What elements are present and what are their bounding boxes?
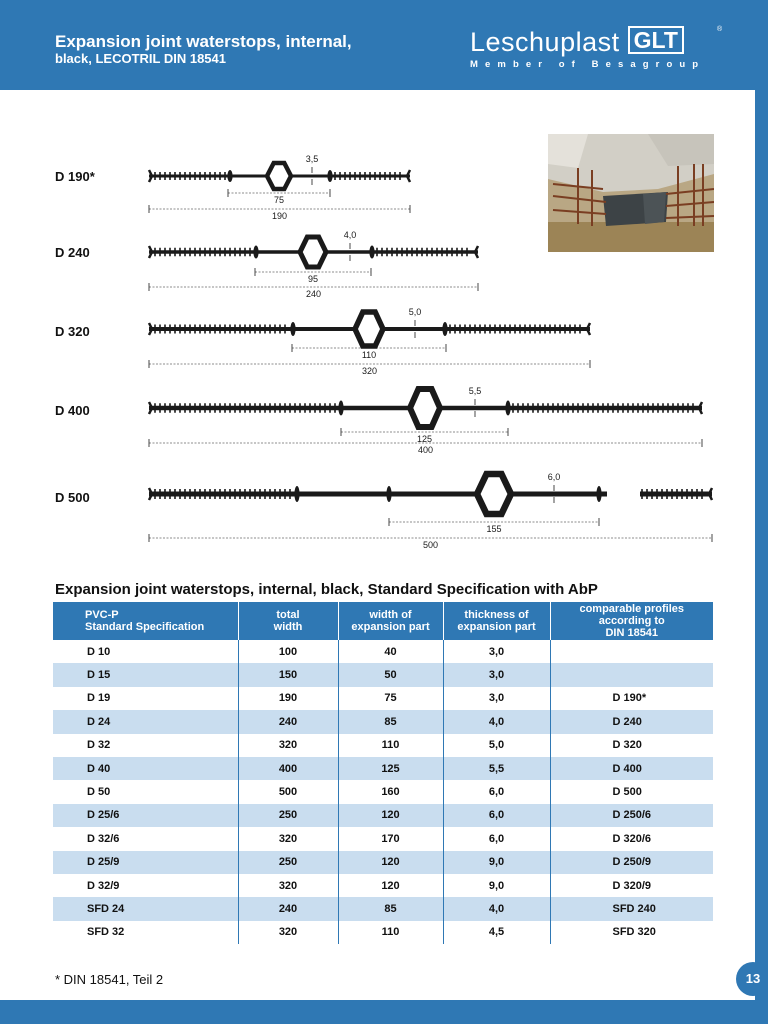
expansion-width-label: 125	[416, 434, 433, 444]
profile-label-d500: D 500	[55, 490, 90, 505]
cell-spec: D 32/9	[87, 879, 120, 892]
cell-spec: D 40	[53, 757, 238, 780]
cell-thickness: 6,0	[443, 780, 550, 803]
cell-thickness: 5,0	[443, 734, 550, 757]
total-width-label: 240	[305, 289, 322, 299]
center-bulb	[355, 312, 383, 346]
table-row	[53, 640, 713, 663]
rib	[290, 322, 295, 336]
cell-thickness: 4,0	[443, 897, 550, 920]
header-expansion-width: width of expansion part	[338, 602, 443, 640]
profile-label-d320: D 320	[55, 324, 90, 339]
rib	[386, 486, 391, 502]
cell-expansion-width: 120	[338, 851, 443, 874]
table-title: Expansion joint waterstops, internal, black, Standard Specification with AbP	[55, 581, 598, 598]
table-row	[53, 687, 713, 710]
rib	[227, 170, 232, 182]
header-comparable-profiles: comparable profiles according to DIN 18541	[550, 602, 713, 640]
center-bulb	[477, 474, 511, 514]
cell-spec: D 24	[53, 710, 238, 733]
cell-spec: D 25/9	[53, 851, 238, 874]
cell-expansion-width: 75	[338, 687, 443, 710]
cell-thickness: 6,0	[443, 827, 550, 850]
anchor-teeth	[450, 325, 580, 334]
cell-comparable: D 320	[550, 734, 713, 757]
cell-thickness: 9,0	[443, 851, 550, 874]
cell-comparable: D 250/9	[550, 851, 713, 874]
cell-comparable: D 320/6	[550, 827, 713, 850]
cell-thickness: 4,5	[443, 921, 550, 944]
table-row	[53, 710, 713, 733]
table-row	[53, 897, 713, 920]
cell-comparable: D 400	[550, 757, 713, 780]
cell-expansion-width: 170	[338, 827, 443, 850]
table-row	[53, 827, 713, 850]
cell-spec: D 19	[87, 692, 111, 705]
rib	[596, 486, 601, 502]
expansion-width-label: 110	[361, 350, 377, 360]
cell-spec: SFD 24	[53, 897, 238, 920]
title-line-1: Expansion joint waterstops, internal,	[55, 32, 352, 51]
page-number: 13	[736, 962, 768, 996]
cell-total-width: 500	[238, 780, 338, 803]
cell-comparable	[550, 640, 713, 663]
specification-table	[53, 602, 713, 944]
cell-expansion-width: 120	[338, 804, 443, 827]
total-width-label: 400	[417, 445, 434, 455]
cell-total-width: 320	[238, 827, 338, 850]
cell-total-width: 150	[238, 663, 338, 686]
cell-comparable: D 500	[550, 780, 713, 803]
profile-label-d240: D 240	[55, 245, 90, 260]
cell-total-width: 320	[238, 921, 338, 944]
cell-thickness: 3,0	[443, 640, 550, 663]
title-line-2: black, LECOTRIL DIN 18541	[55, 51, 226, 66]
header-total-width: total width	[238, 602, 338, 640]
cell-total-width: 320	[238, 734, 338, 757]
cell-total-width: 100	[238, 640, 338, 663]
table-row	[53, 734, 713, 757]
table-row	[53, 874, 713, 897]
cell-total-width: 250	[238, 804, 338, 827]
logo-registered-mark: ®	[717, 26, 723, 33]
cell-spec: D 32/6	[87, 832, 120, 845]
rib	[294, 486, 299, 502]
logo-brand: Leschuplast	[470, 27, 620, 57]
cell-expansion-width: 40	[338, 640, 443, 663]
thickness-label: 5,5	[468, 386, 482, 396]
logo-glt: GLT	[628, 26, 684, 54]
cell-comparable: SFD 240	[550, 897, 713, 920]
center-bulb	[267, 163, 291, 189]
table-row	[53, 663, 713, 686]
rib	[253, 246, 258, 259]
expansion-width-label: 155	[486, 524, 502, 534]
table-row	[53, 851, 713, 874]
cell-expansion-width: 160	[338, 780, 443, 803]
cell-total-width: 320	[238, 874, 338, 897]
thickness-label: 4,0	[343, 230, 357, 240]
expansion-width-label: 95	[307, 274, 319, 284]
cell-thickness: 6,0	[443, 804, 550, 827]
cell-comparable: SFD 320	[550, 921, 713, 944]
cell-expansion-width: 85	[338, 710, 443, 733]
cell-spec: D 15	[53, 663, 238, 686]
table-header-row	[53, 602, 713, 640]
table-row	[53, 780, 713, 803]
cell-thickness: 4,0	[443, 710, 550, 733]
anchor-teeth	[155, 325, 285, 334]
table-row	[53, 804, 713, 827]
cell-expansion-width: 50	[338, 663, 443, 686]
cell-spec: D 50	[87, 786, 111, 799]
header-expansion-thickness: thickness of expansion part	[443, 602, 550, 640]
cell-comparable: D 240	[550, 710, 713, 733]
cell-comparable: D 320/9	[550, 874, 713, 897]
cell-spec: D 32	[87, 739, 111, 752]
table-row	[53, 757, 713, 780]
cell-expansion-width: 125	[338, 757, 443, 780]
thickness-label: 5,0	[408, 307, 422, 317]
rib	[338, 401, 343, 416]
cell-spec: D 10	[87, 645, 111, 658]
cell-thickness: 3,0	[443, 687, 550, 710]
thickness-label: 3,5	[305, 154, 319, 164]
footer-bar	[0, 1000, 768, 1024]
cell-thickness: 3,0	[443, 663, 550, 686]
total-width-label: 190	[271, 211, 288, 221]
rib	[327, 170, 332, 182]
expansion-width-label: 75	[273, 195, 285, 205]
rib	[442, 322, 447, 336]
logo-tagline: Member of Besagroup	[470, 59, 706, 70]
rib	[505, 401, 510, 416]
profile-label-d190: D 190*	[55, 169, 95, 184]
cell-total-width: 240	[238, 710, 338, 733]
cell-comparable: D 250/6	[550, 804, 713, 827]
cell-thickness: 5,5	[443, 757, 550, 780]
cell-expansion-width: 85	[338, 897, 443, 920]
table-row	[53, 921, 713, 944]
cell-comparable: D 190*	[550, 687, 713, 710]
cell-total-width: 400	[238, 757, 338, 780]
footnote: * DIN 18541, Teil 2	[55, 972, 164, 987]
cell-expansion-width: 120	[338, 874, 443, 897]
total-width-label: 500	[422, 540, 439, 550]
cell-comparable	[550, 663, 713, 686]
anchor-teeth	[155, 172, 225, 180]
profile-label-d400: D 400	[55, 403, 90, 418]
thickness-label: 6,0	[547, 472, 561, 482]
cell-expansion-width: 110	[338, 734, 443, 757]
rib	[369, 246, 374, 259]
center-bulb	[300, 237, 326, 267]
header-pvc-spec: PVC-P Standard Specification	[53, 602, 238, 640]
center-bulb	[410, 389, 440, 427]
cell-total-width: 240	[238, 897, 338, 920]
total-width-label: 320	[361, 366, 378, 376]
cell-thickness: 9,0	[443, 874, 550, 897]
cell-total-width: 250	[238, 851, 338, 874]
cell-expansion-width: 110	[338, 921, 443, 944]
cell-spec: D 25/6	[53, 804, 238, 827]
cell-spec: SFD 32	[87, 926, 125, 939]
cell-total-width: 190	[238, 687, 338, 710]
